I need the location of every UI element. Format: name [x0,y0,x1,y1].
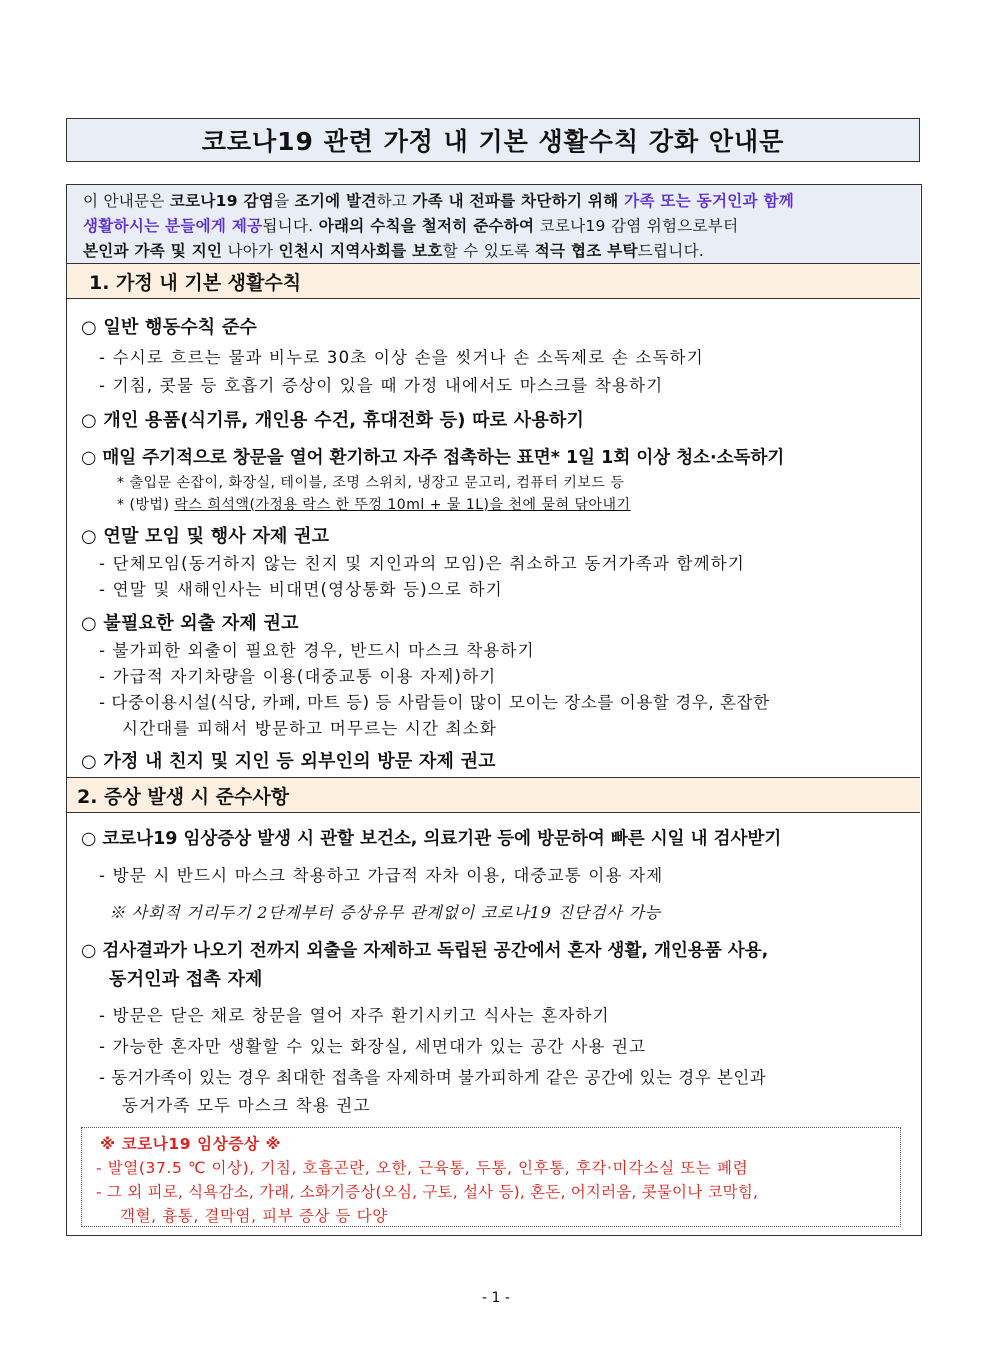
rule-item: - 가급적 자기차량을 이용(대중교통 이용 자제)하기 [99,667,497,686]
rule-isolation-cont: 동거인과 접촉 자제 [109,969,263,990]
rule-personal-items: ○ 개인 용품(식기류, 개인용 수건, 휴대전화 등) 따로 사용하기 [81,410,585,431]
rule-general: ○ 일반 행동수칙 준수 [81,317,258,338]
rule-testing: ○ 코로나19 임상증상 발생 시 관할 보건소, 의료기관 등에 방문하여 빠른 시일 내 검사받기 [81,829,782,849]
symptom-line-cont: 객혈, 흉통, 결막염, 피부 증상 등 다양 [120,1207,388,1225]
rule-item: - 다중이용시설(식당, 카페, 마트 등) 등 사람들이 많이 모이는 장소를 이용할 경우, 혼잡한 [99,693,770,712]
section-2-heading: 2. 증상 발생 시 준수사항 [67,777,920,813]
symptom-line: - 그 외 피로, 식욕감소, 가래, 소화기증상(오심, 구토, 설사 등), 혼돈, 어지러움, 콧물이나 코막힘, [96,1183,759,1201]
rule-note-method: * (방법) 락스 희석액(가정용 락스 한 뚜껑 10ml + 물 1L)을 천에 묻혀 닦아내기 [117,497,631,513]
rule-visitors: ○ 가정 내 친지 및 지인 등 외부인의 방문 자제 권고 [81,751,496,772]
rule-ventilation: ○ 매일 주기적으로 창문을 열어 환기하고 자주 접촉하는 표면* 1일 1회 이상 청소·소독하기 [81,448,785,468]
rule-item: - 가능한 혼자만 생활할 수 있는 화장실, 세면대가 있는 공간 사용 권고 [99,1037,647,1056]
document-title: 코로나19 관련 가정 내 기본 생활수칙 강화 안내문 [66,118,920,162]
rule-isolation: ○ 검사결과가 나오기 전까지 외출을 자제하고 독립된 공간에서 혼자 생활, 개인용품 사용, [81,941,769,961]
page-number: - 1 - [482,1290,510,1306]
rule-item: - 불가피한 외출이 필요한 경우, 반드시 마스크 착용하기 [99,641,535,660]
rule-item: - 연말 및 새해인사는 비대면(영상통화 등)으로 하기 [99,580,503,599]
rule-item: - 단체모임(동거하지 않는 친지 및 지인과의 모임)은 취소하고 동거가족과 함께하기 [99,554,746,573]
intro-line-1: 이 안내문은 코로나19 감염을 조기에 발견하고 가족 내 전파를 차단하기 위해 가족 또는 동거인과 함께 [83,192,794,210]
rule-item: - 기침, 콧물 등 호흡기 증상이 있을 때 가정 내에서도 마스크를 착용하기 [99,376,664,395]
rule-item: - 방문은 닫은 채로 창문을 열어 자주 환기시키고 식사는 혼자하기 [99,1006,610,1025]
intro-line-2: 생활하시는 분들에게 제공됩니다. 아래의 수칙을 철저히 준수하여 코로나19 감염 위험으로부터 [83,217,739,235]
symptoms-box [81,1127,901,1227]
rule-item: - 방문 시 반드시 마스크 착용하고 가급적 자차 이용, 대중교통 이용 자제 [99,866,664,885]
distancing-note: ※ 사회적 거리두기 2단계부터 증상유무 관계없이 코로나19 진단검사 가능 [109,903,661,922]
symptoms-title: ※ 코로나19 임상증상 ※ [100,1135,282,1153]
rule-year-end: ○ 연말 모임 및 행사 자제 권고 [81,526,330,547]
intro-paragraph [67,185,920,263]
intro-line-3: 본인과 가족 및 지인 나아가 인천시 지역사회를 보호할 수 있도록 적극 협조 부탁드립니다. [83,242,705,260]
rule-item: - 수시로 흐르는 물과 비누로 30초 이상 손을 씻거나 손 소독제로 손 소독하기 [99,348,704,367]
rule-item-cont: 동거가족 모두 마스크 착용 권고 [122,1096,371,1115]
rule-item: - 동거가족이 있는 경우 최대한 접촉을 자제하며 불가피하게 같은 공간에 있는 경우 본인과 [99,1068,767,1087]
rule-item-cont: 시간대를 피해서 방문하고 머무르는 시간 최소화 [122,719,498,738]
rule-outing: ○ 불필요한 외출 자제 권고 [81,613,299,634]
section-1-heading: 1. 가정 내 기본 생활수칙 [67,263,920,299]
notice-body [66,184,922,1236]
symptom-line: - 발열(37.5 ℃ 이상), 기침, 호흡곤란, 오한, 근육통, 두통, 인후통, 후각·미각소실 또는 폐렴 [96,1159,749,1177]
rule-note: * 출입문 손잡이, 화장실, 테이블, 조명 스위치, 냉장고 문고리, 컴퓨터 키보드 등 [117,475,625,491]
